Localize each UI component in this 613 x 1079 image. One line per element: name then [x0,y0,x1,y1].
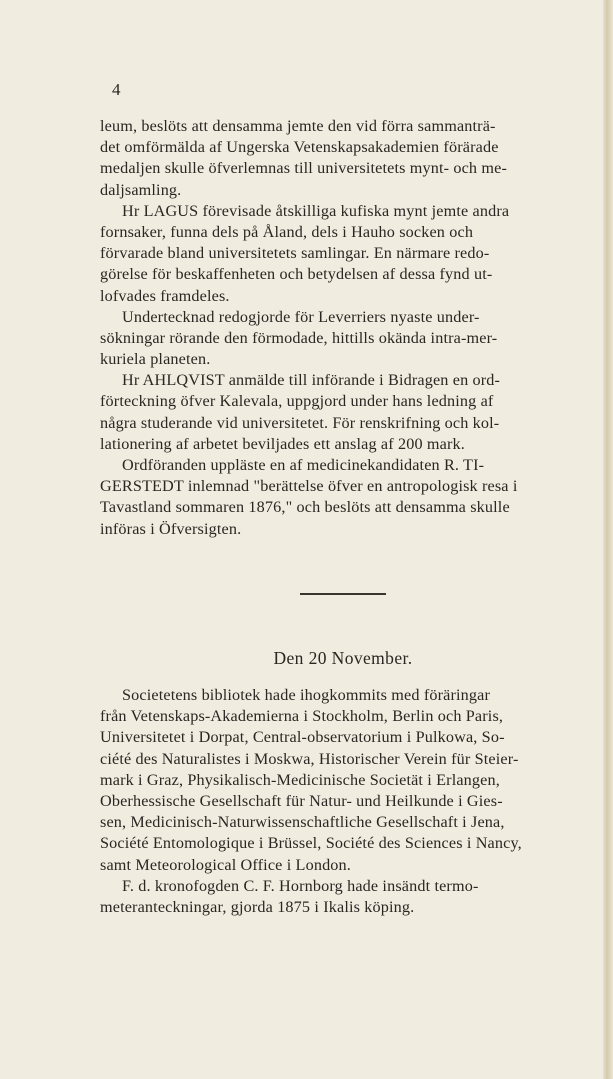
text-line: Hr AHLQVIST anmälde till införande i Bidragen en ord- [122,371,501,390]
text-line: görelse för beskaffenheten och betydelsen af dessa fynd ut- [100,265,493,284]
text-line: samt Meteorological Office i London. [100,855,351,874]
section-heading: Den 20 November. [273,648,413,668]
text-line: några studerande vid universitetet. För renskrifning och kol- [100,413,500,432]
text-line: förteckning öfver Kalevala, uppgjord under hans ledning af [100,392,494,411]
text-line: förvarade bland universitetets samlingar. En närmare redo- [100,244,490,263]
text-line: sökningar rörande den förmodade, hittills okända intra-mer- [100,328,498,347]
text-line: Ordföranden uppläste en af medicinekandidaten R. TI- [122,456,485,474]
text-line: meteranteckningar, gjorda 1875 i Ikalis köping. [100,897,415,916]
text-line: Tavastland sommaren 1876," och beslöts att densamma skulle [100,498,510,517]
text-line: lationering af arbetet beviljades ett anslag af 200 mark. [100,434,465,453]
text-line: lofvades framdeles. [100,286,230,305]
text-line: mark i Graz, Physikalisch-Medicinische Societät i Erlangen, [100,770,500,789]
text-line: från Vetenskaps-Akademierna i Stockholm, Berlin och Paris, [100,707,504,726]
text-line: Societetens bibliotek hade ihogkommits med föräringar [122,686,491,704]
text-line: daljsamling. [100,180,182,199]
text-line: Undertecknad redogjorde för Leverriers nyaste under- [122,307,480,326]
text-line: Société Entomologique i Brüssel, Société des Sciences i Nancy, [100,834,522,853]
paragraphs-before-heading [100,116,586,540]
text-line: det omförmälda af Ungerska Vetenskapsakademien förärade [100,138,499,157]
text-line: införas i Öfversigten. [100,519,242,538]
text-line: Universitetet i Dorpat, Central-observatorium i Pulkowa, So- [100,728,505,747]
text-line: GERSTEDT inlemnad "berättelse öfver en antropologisk resa i [100,477,518,496]
page-edge [603,0,613,1079]
text-line: Oberhessische Gesellschaft für Natur- und Heilkunde i Gies- [100,791,503,810]
text-line: ciété des Naturalistes i Moskwa, Historischer Verein für Steier- [100,749,519,768]
text-line: Hr LAGUS förevisade åtskilliga kufiska mynt jemte andra [122,201,510,220]
text-line: sen, Medicinisch-Naturwissenschaftliche Gesellschaft i Jena, [100,813,505,832]
text-line: medaljen skulle öfverlemnas till universitetets mynt- och me- [100,159,507,178]
text-line: leum, beslöts att densamma jemte den vid förra sammanträ- [100,117,496,135]
text-line: F. d. kronofogden C. F. Hornborg hade insändt termo- [122,876,479,895]
section-divider [300,593,386,595]
text-line: fornsaker, funna dels på Åland, dels i Hauho socken och [100,222,474,241]
text-line: kuriela planeten. [100,350,211,369]
paragraphs-after-heading [100,685,586,918]
page-number: 4 [112,80,121,99]
